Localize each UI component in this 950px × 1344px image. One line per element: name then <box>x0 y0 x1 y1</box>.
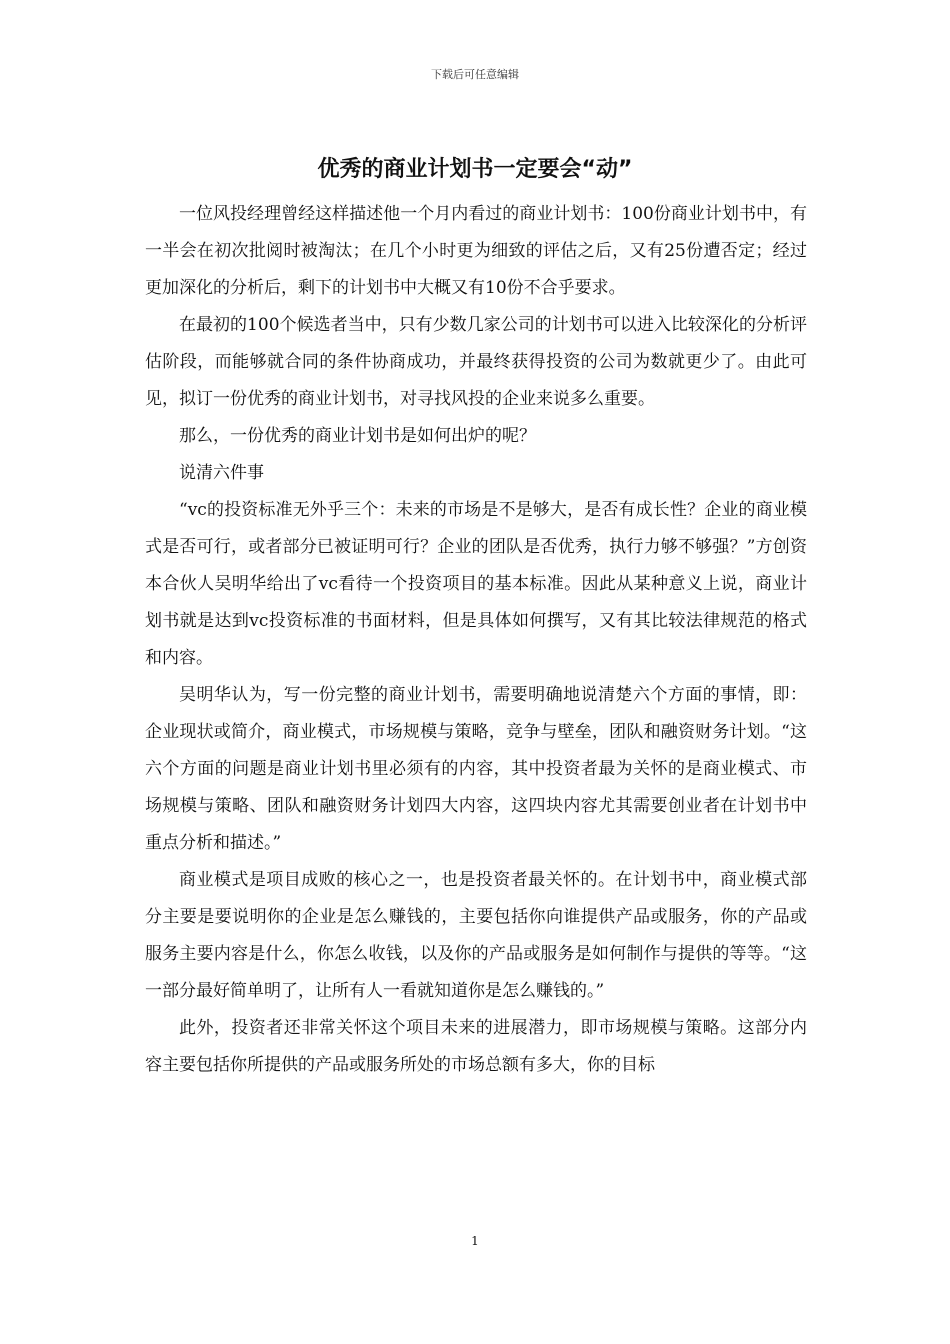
document-body <box>145 196 807 1084</box>
paragraph: 在最初的100个候选者当中，只有少数几家公司的计划书可以进入比较深化的分析评估阶段，而能够就合同的条件协商成功，并最终获得投资的公司为数就更少了。由此可见，拟订一份优秀的商业计划书，对寻找风投的企业来说多么重要。 <box>145 315 807 409</box>
paragraph: 一位风投经理曾经这样描述他一个月内看过的商业计划书：100份商业计划书中，有一半会在初次批阅时被淘汰；在几个小时更为细致的评估之后，又有25份遭否定；经过更加深化的分析后，剩下的计划书中大概又有10份不合乎要求。 <box>145 204 807 298</box>
paragraph: 吴明华认为，写一份完整的商业计划书，需要明确地说清楚六个方面的事情，即：企业现状或简介，商业模式，市场规模与策略，竞争与壁垒，团队和融资财务计划。“这六个方面的问题是商业计划书里必须有的内容，其中投资者最为关怀的是商业模式、市场规模与策略、团队和融资财务计划四大内容，这四块内容尤其需要创业者在计划书中重点分析和描述。” <box>145 685 807 853</box>
page-number: 1 <box>471 1234 479 1248</box>
paragraph: 商业模式是项目成败的核心之一，也是投资者最关怀的。在计划书中，商业模式部分主要是要说明你的企业是怎么赚钱的，主要包括你向谁提供产品或服务，你的产品或服务主要内容是什么，你怎么收钱，以及你的产品或服务是如何制作与提供的等等。“这一部分最好简单明了，让所有人一看就知道你是怎么赚钱的。” <box>145 870 807 1001</box>
page-header-note: 下载后可任意编辑 <box>431 68 519 81</box>
paragraph: 那么，一份优秀的商业计划书是如何出炉的呢？ <box>179 426 536 446</box>
paragraph: “vc的投资标准无外乎三个：未来的市场是不是够大，是否有成长性？企业的商业模式是否可行，或者部分已被证明可行？企业的团队是否优秀，执行力够不够强？”方创资本合伙人吴明华给出了vc看待一个投资项目的基本标准。因此从某种意义上说，商业计划书就是达到vc投资标准的书面材料，但是具体如何撰写，又有其比较法律规范的格式和内容。 <box>145 500 807 668</box>
section-heading: 说清六件事 <box>179 463 264 483</box>
paragraph: 此外，投资者还非常关怀这个项目未来的进展潜力，即市场规模与策略。这部分内容主要包括你所提供的产品或服务所处的市场总额有多大，你的目标 <box>145 1018 807 1075</box>
document-title: 优秀的商业计划书一定要会“动” <box>317 157 633 182</box>
